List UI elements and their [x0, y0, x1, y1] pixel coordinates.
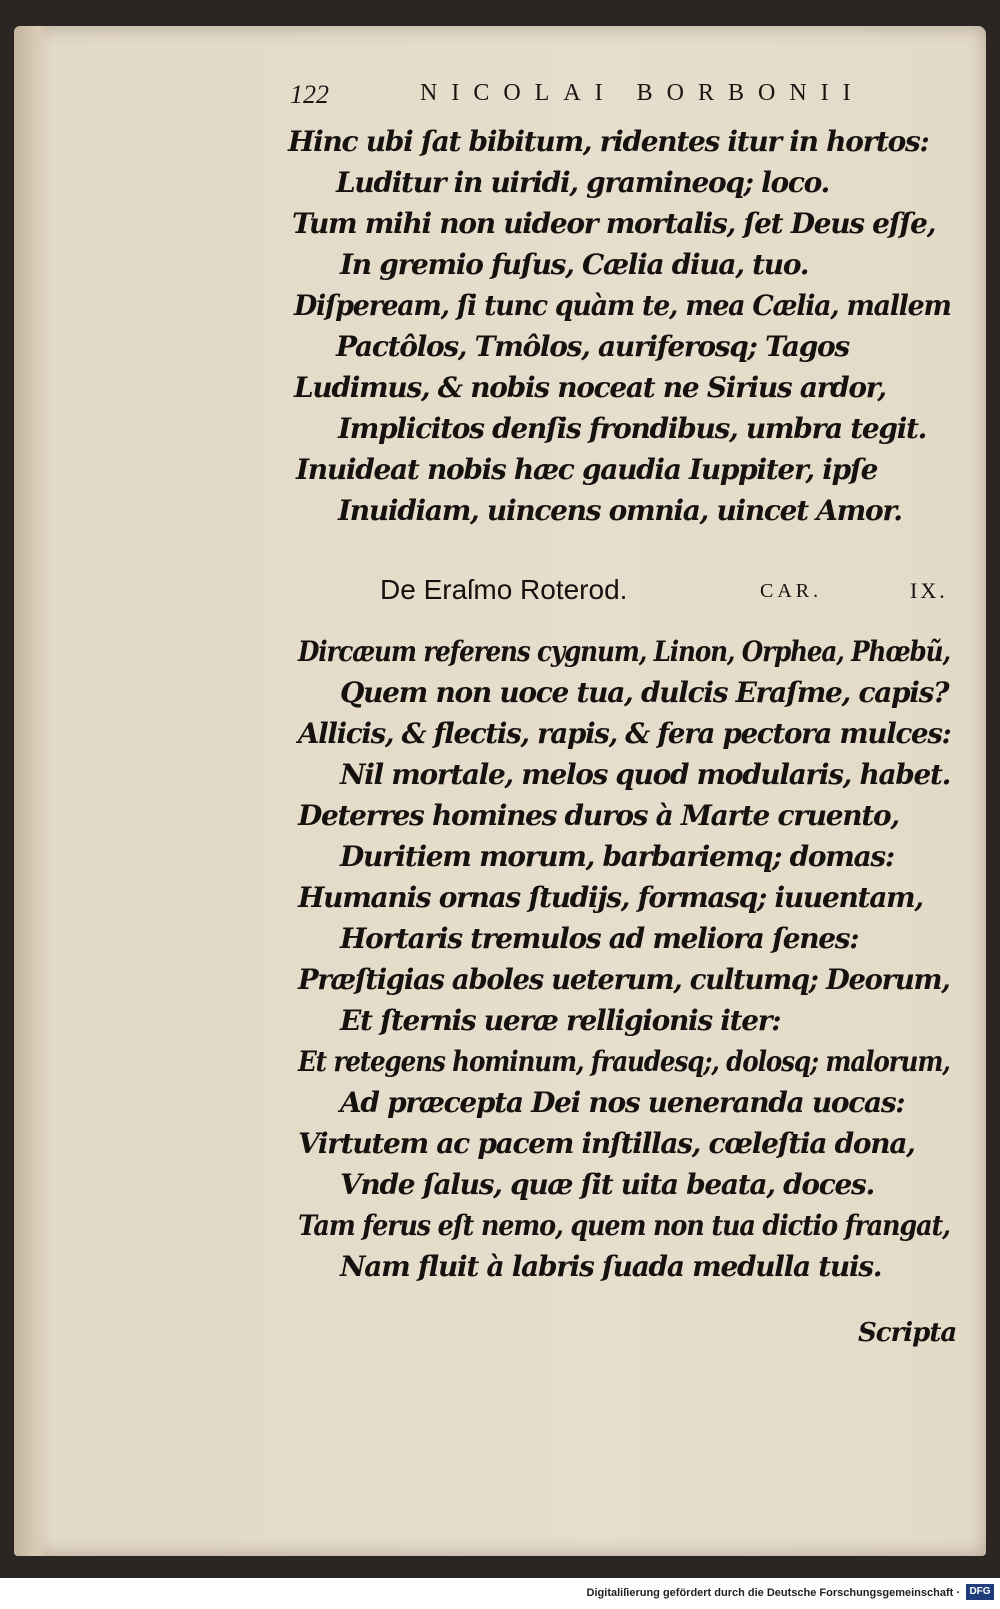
verse-line: Implicitos denſis frondibus, umbra tegit.: [338, 412, 927, 445]
section-title: De Eraſmo Roterod.: [380, 574, 628, 605]
verse-line: Tam ferus eſt nemo, quem non tua dictio frangat,: [298, 1209, 950, 1242]
section-number: IX.: [910, 578, 948, 603]
verse-line: Tum mihi non uideor mortalis, ſet Deus eſſe,: [292, 207, 936, 240]
running-head-title: NICOLAI BORBONII: [420, 80, 865, 106]
page-number: 122: [290, 80, 329, 109]
verse-line: Inuideat nobis hæc gaudia Iuppiter, ipſe: [296, 453, 878, 486]
verse-line: Humanis ornas ſtudijs, formasq; iuuentam,: [298, 881, 923, 914]
verse-line: Hortaris tremulos ad meliora ſenes:: [340, 922, 859, 955]
verse-line: Hinc ubi ſat bibitum, ridentes itur in hortos:: [288, 125, 929, 158]
verse-line: Nil mortale, melos quod modularis, habet.: [340, 758, 951, 791]
section-heading: [380, 574, 960, 614]
section-label: CAR.: [760, 580, 823, 602]
verse-line: Diſpeream, ſi tunc quàm te, mea Cælia, mallem: [294, 289, 951, 322]
footer-bar: [0, 1578, 1000, 1609]
verse-line: Præſtigias aboles ueterum, cultumq; Deorum,: [298, 963, 950, 996]
verse-line: Dircæum referens cygnum, Linon, Orphea, Phœbũ,: [298, 635, 950, 668]
verse-line: Duritiem morum, barbariemq; domas:: [340, 840, 894, 873]
verse-line: Allicis, & flectis, rapis, & fera pectora mulces:: [298, 717, 951, 750]
verse-line: In gremio fuſus, Cælia diua, tuo.: [340, 248, 809, 281]
dfg-logo: DFG: [966, 1584, 994, 1600]
catchword: Scripta: [858, 1318, 957, 1348]
running-head: [290, 80, 890, 114]
verse-line: Pactôlos, Tmôlos, auriferosq; Tagos: [336, 330, 849, 363]
verse-line: Et ſternis ueræ relligionis iter:: [340, 1004, 781, 1037]
verse-line: Quem non uoce tua, dulcis Eraſme, capis?: [340, 676, 949, 709]
funding-credit: Digitaliſierung gefördert durch die Deutsche Forschungsgemeinschaft ·: [586, 1587, 960, 1599]
verse-line: Et retegens hominum, fraudesq;, dolosq; malorum,: [298, 1045, 950, 1078]
verse-line: Ludimus, & nobis noceat ne Sirius ardor,: [294, 371, 886, 404]
verse-line: Nam fluit à labris ſuada medulla tuis.: [340, 1250, 882, 1283]
verse-line: Luditur in uiridi, gramineoq; loco.: [336, 166, 829, 199]
verse-line: Ad præcepta Dei nos ueneranda uocas:: [340, 1086, 905, 1119]
verse-line: Vnde ſalus, quæ ſit uita beata, doces.: [340, 1168, 874, 1201]
page-gutter-edge: [14, 26, 48, 1556]
verse-line: Inuidiam, uincens omnia, uincet Amor.: [338, 494, 902, 527]
verse-line: Deterres homines duros à Marte cruento,: [298, 799, 899, 832]
verse-line: Virtutem ac pacem inſtillas, cœleſtia dona,: [298, 1127, 915, 1160]
